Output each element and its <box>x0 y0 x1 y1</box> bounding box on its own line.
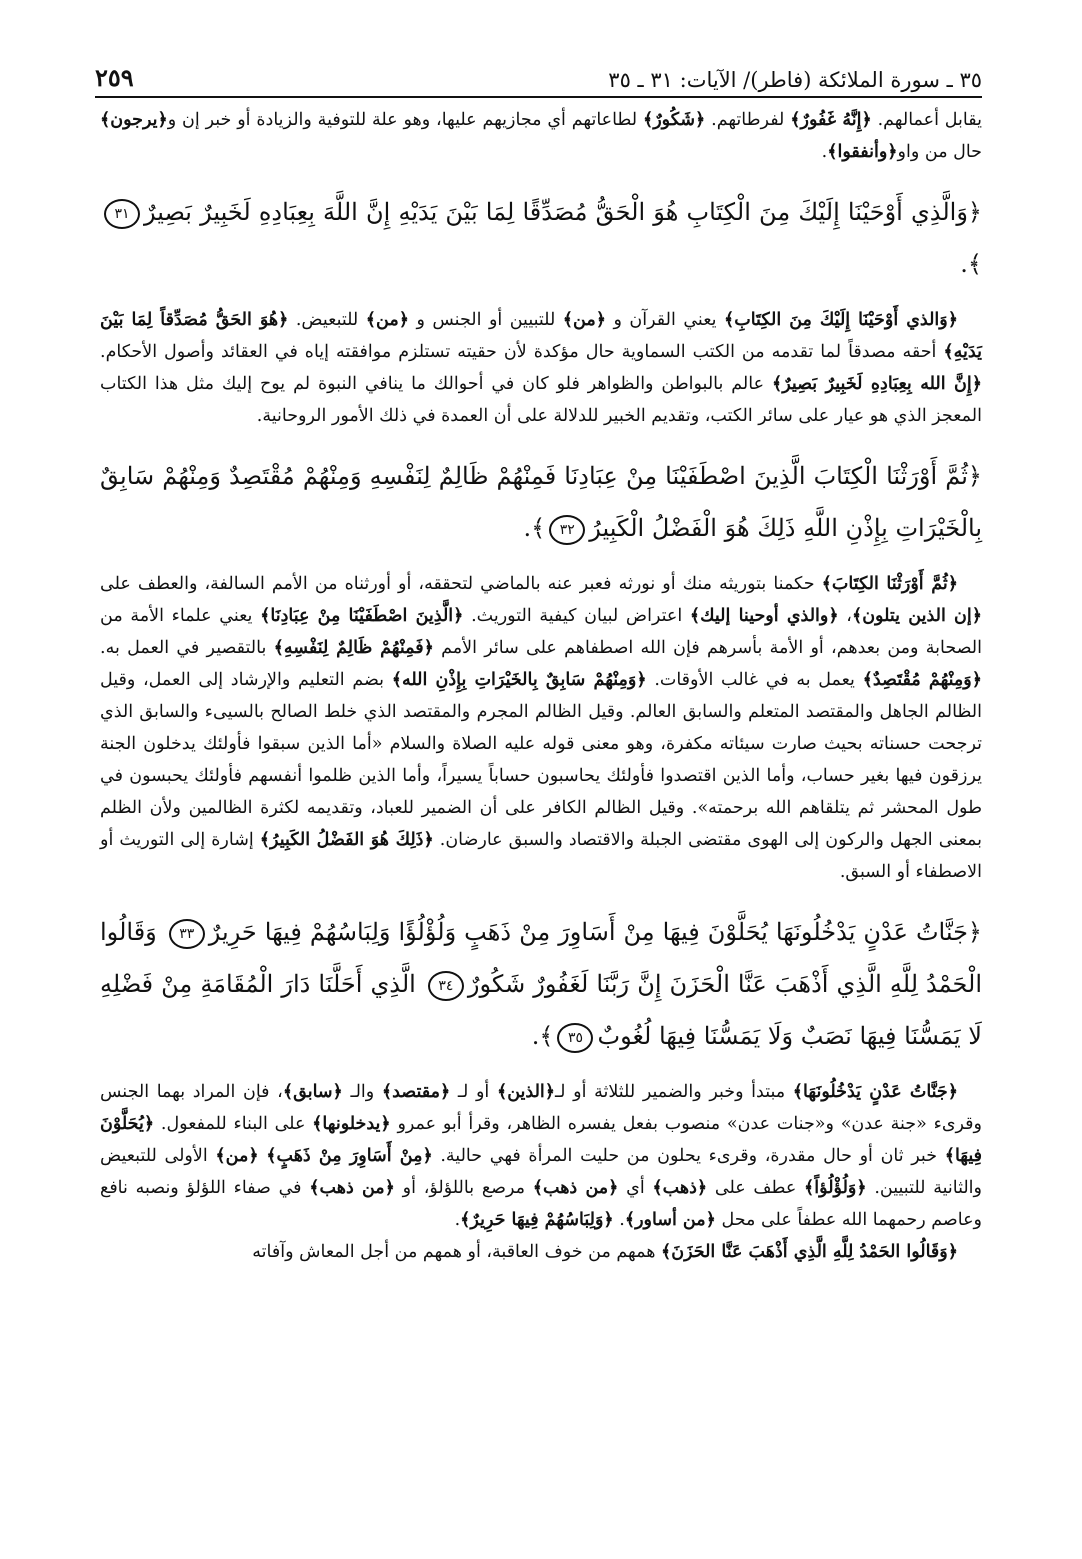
text: . <box>613 1210 625 1230</box>
quran-quote: ﴿من﴾ <box>562 310 606 330</box>
verse-number-marker: ٣٥ <box>557 1023 593 1053</box>
text: . <box>454 1210 461 1230</box>
commentary-paragraph-2 <box>100 304 982 432</box>
verse-text: ﴿وَالَّذِي أَوْحَيْنَا إِلَيْكَ مِنَ الْكِتَابِ هُوَ الْحَقُّ مُصَدِّقًا لِمَا بَيْنَ يَدَيْهِ إِنَّ اللَّهَ بِعِبَادِهِ لَخَبِيرٌ بَصِيرٌ <box>144 198 982 226</box>
text: . <box>821 142 828 162</box>
text: حال من واو <box>897 142 982 162</box>
quran-quote: ﴿وَقَالُوا الحَمْدُ لِلَّهِ الَّذِي أَذْهَبَ عَنَّا الحَزَنَ﴾ <box>661 1242 958 1262</box>
verse-number-marker: ٣٤ <box>428 971 464 1001</box>
quran-quote: ﴿من ذهب﴾ <box>309 1178 395 1198</box>
quran-quote: ﴿سابق﴾ <box>282 1082 343 1102</box>
text: بالتقصير في العمل به. <box>100 638 274 658</box>
verse-end: ﴾. <box>531 1022 554 1050</box>
text: أي <box>618 1178 653 1198</box>
commentary-paragraph-3 <box>100 568 982 888</box>
verse-text: ﴿ثُمَّ أَوْرَثْنَا الْكِتَابَ الَّذِينَ اصْطَفَيْنَا مِنْ عِبَادِنَا فَمِنْهُمْ ظَالِمٌ لِنَفْسِهِ وَمِنْهُمْ مُقْتَصِدٌ وَمِنْهُمْ سَابِقٌ بِالْخَيْرَاتِ بِإِذْنِ اللَّهِ ذَلِكَ هُوَ الْفَضْلُ الْكَبِيرُ <box>100 462 982 542</box>
quran-quote: ﴿ذهب﴾ <box>652 1178 708 1198</box>
text: بضم التعليم والإرشاد إلى العمل، وقيل الظالم الجاهل والمقتصد المتعلم والسابق العالم. وقيل الظالم المجرم والمقتصد الذي خلط الصالح بالسيىء والسابق الذي ترجحت حسناته بحيث صارت سيئاته مكفرة، وهو معنى قوله عليه الصلاة والسلام «أما الذين سبقوا فأولئك يدخلون الجنة يرزقون فيها بغير حساب، وأما الذين اقتصدوا فأولئك يحاسبون حساباً يسيراً، وأما الذين ظلموا أنفسهم فأولئك يحبسون في طول المحشر ثم يتلقاهم الله برحمته». وقيل الظالم الكافر على أن الضمير للعباد، وتقديمه لكثرة الظالمين ولأن الظلم بمعنى الجهل والركون إلى الهوى مقتضى الجبلة والاقتصاد والسبق عارضان. <box>100 670 983 850</box>
text: عالم بالبواطن والظواهر فلو كان في أحوالك ما ينافي النبوة لم يوح إليك مثل هذا الكتاب المعجز الذي هو عيار على سائر الكتب، وتقديم الخبير للدلالة على أن العمدة في ذلك الأمور الروحانية. <box>100 374 982 426</box>
page-body <box>100 104 982 1268</box>
text: مرصع باللؤلؤ، أو <box>394 1178 533 1198</box>
verse-number-marker: ٣٢ <box>549 515 585 545</box>
quran-quote: ﴿وَلِبَاسُهُمْ فِيهَا حَرِيرٌ﴾ <box>460 1210 614 1230</box>
quran-quote: ﴿يرجون﴾ <box>100 110 168 130</box>
quran-quote: ﴿فَمِنْهُمْ ظَالِمٌ لِنَفْسِهِ﴾ <box>273 638 434 658</box>
quran-quote: ﴿مِنْ أَسَاوِرَ مِنْ ذَهَبٍ﴾ <box>266 1146 433 1166</box>
text: عطف على <box>707 1178 805 1198</box>
verse-end: ﴾. <box>960 250 982 278</box>
quran-quote: ﴿الذين﴾ <box>496 1082 556 1102</box>
quran-quote: ﴿إِنَّ الله بِعِبَادِهِ لَخَبِيرٌ بَصِيرٌ﴾ <box>771 374 982 394</box>
verse-31 <box>100 186 982 290</box>
verse-number-marker: ٣١ <box>104 199 140 229</box>
quran-quote: ﴿وَمِنْهُمْ سَابِقٌ بِالخَيْرَاتِ بِإِذْنِ الله﴾ <box>391 670 647 690</box>
verses-33-35 <box>100 906 982 1062</box>
quran-quote: ﴿إِنَّهُ غَفُورٌ﴾ <box>790 110 872 130</box>
text: حكمنا بتوريثه منك أو نورثه فعبر عنه بالماضي لتحققه، أو أورثناه من الأمم السالفة، والعطف على <box>100 574 822 594</box>
text: للتبيين أو الجنس و <box>408 310 563 330</box>
quran-quote: ﴿جَنَّاتُ عَدْنٍ يَدْخُلُونَهَا﴾ <box>792 1082 958 1102</box>
text: على البناء للمفعول. <box>154 1114 313 1134</box>
quran-quote: ﴿ذَلِكَ هُوَ الفَضْلُ الكَبِيرُ﴾ <box>259 830 434 850</box>
text: يعني علماء الأمة من الصحابة ومن بعدهم، أو الأمة بأسرهم فإن الله اصطفاهم على سائر الأمم <box>100 606 982 658</box>
verse-32 <box>100 450 982 554</box>
commentary-paragraph-1 <box>100 104 982 168</box>
quran-quote: ﴿يُحَلَّوْنَ فِيهَا﴾ <box>100 1114 983 1166</box>
commentary-paragraph-4 <box>100 1076 982 1236</box>
quran-quote: ﴿وأنفقوا﴾ <box>827 142 898 162</box>
quran-quote: ﴿هُوَ الحَقُّ مُصَدِّقاً لِمَا بَيْنَ يَدَيْهِ﴾ <box>100 310 982 362</box>
quran-quote: ﴿يدخلونها﴾ <box>312 1114 391 1134</box>
quran-quote: ﴿من ذهب﴾ <box>532 1178 619 1198</box>
running-title: ٣٥ ـ سورة الملائكة (فاطر)/ الآيات: ٣١ ـ ٣٥ <box>608 68 982 92</box>
text: الأولى للتبعيض والثانية للتبيين. <box>100 1146 982 1198</box>
text: أو لـ <box>450 1082 497 1102</box>
quran-quote: ﴿وَمِنْهُمْ مُقْتَصِدٌ﴾ <box>862 670 983 690</box>
page-header <box>95 44 982 98</box>
quran-quote: ﴿وَالذي أَوْحَيْنَا إِلَيْكَ مِنَ الكِتَابِ﴾ <box>724 310 958 330</box>
quran-quote: ﴿ثُمَّ أَوْرَثْنَا الكِتَابَ﴾ <box>821 574 959 594</box>
verse-number-marker: ٣٣ <box>169 919 205 949</box>
text: اعتراض لبيان كيفية التوريث. <box>463 606 690 626</box>
commentary-paragraph-5 <box>100 1236 982 1268</box>
text: مبتدأ وخبر والضمير للثلاثة أو لـ <box>555 1082 793 1102</box>
text: خبر ثان أو حال مقدرة، وقرىء يحلون من حليت المرأة فهي حالية. <box>432 1146 945 1166</box>
text: يعمل به في غالب الأوقات. <box>646 670 863 690</box>
text: والـ <box>342 1082 382 1102</box>
text: إشارة إلى التوريث أو الاصطفاء أو السبق. <box>100 830 982 882</box>
text: ، <box>838 606 852 626</box>
text: لطاعاتهم أي مجازيهم عليها، وهو علة للتوفية والزيادة أو خبر إن و <box>167 110 643 130</box>
text: همهم من خوف العاقبة، أو همهم من أجل المعاش وآفاته <box>252 1242 662 1262</box>
text: ، فإن المراد بهما الجنس وقرىء «جنة عدن» و«جنات عدن» منصوب بفعل يفسره الظاهر، وقرأ أبو عمرو <box>100 1082 982 1134</box>
quran-quote: ﴿إن الذين يتلون﴾ <box>851 606 983 626</box>
verse-text: ﴿جَنَّاتُ عَدْنٍ يَدْخُلُونَهَا يُحَلَّوْنَ فِيهَا مِنْ أَسَاوِرَ مِنْ ذَهَبٍ وَلُؤْلُؤًا وَلِبَاسُهُمْ فِيهَا حَرِيرٌ <box>208 918 982 946</box>
text: يقابل أعمالهم. <box>871 110 982 130</box>
quran-quote: ﴿والذي أوحينا إليك﴾ <box>689 606 839 626</box>
text: لفرطاتهم. <box>705 110 791 130</box>
verse-text: وَقَالُوا الْحَمْدُ لِلَّهِ الَّذِي أَذْهَبَ عَنَّا الْحَزَنَ إِنَّ رَبَّنَا لَغَفُورٌ شَكُورٌ <box>100 918 983 998</box>
text: في صفاء اللؤلؤ ونصبه نافع وعاصم رحمهما الله عطفاً على محل <box>100 1178 982 1230</box>
quran-quote: ﴿وَلُؤْلُؤاً﴾ <box>804 1178 867 1198</box>
text: للتبعيض. <box>288 310 366 330</box>
quran-quote: ﴿من أساور﴾ <box>624 1210 716 1230</box>
quran-quote: ﴿الَّذِينَ اصْطَفَيْنَا مِنْ عِبَادِنَا﴾ <box>260 606 464 626</box>
text: أحقه مصدقاً لما تقدمه من الكتب السماوية حال مؤكدة لأن حقيته تستلزم موافقته إياه في العقائد وأصول الأحكام. <box>100 342 944 362</box>
quran-quote: ﴿من﴾ <box>365 310 409 330</box>
quran-quote: ﴿شَكُورٌ﴾ <box>642 110 706 130</box>
quran-quote: ﴿من﴾ <box>215 1146 259 1166</box>
quran-quote: ﴿مقتصد﴾ <box>381 1082 451 1102</box>
text: يعني القرآن و <box>606 310 724 330</box>
page-number: ٢٥٩ <box>95 63 134 92</box>
verse-end: ﴾. <box>523 514 546 542</box>
verse-text: الَّذِي أَحَلَّنَا دَارَ الْمُقَامَةِ مِنْ فَضْلِهِ لَا يَمَسُّنَا فِيهَا نَصَبٌ وَلَا يَمَسُّنَا فِيهَا لُغُوبٌ <box>100 970 982 1050</box>
